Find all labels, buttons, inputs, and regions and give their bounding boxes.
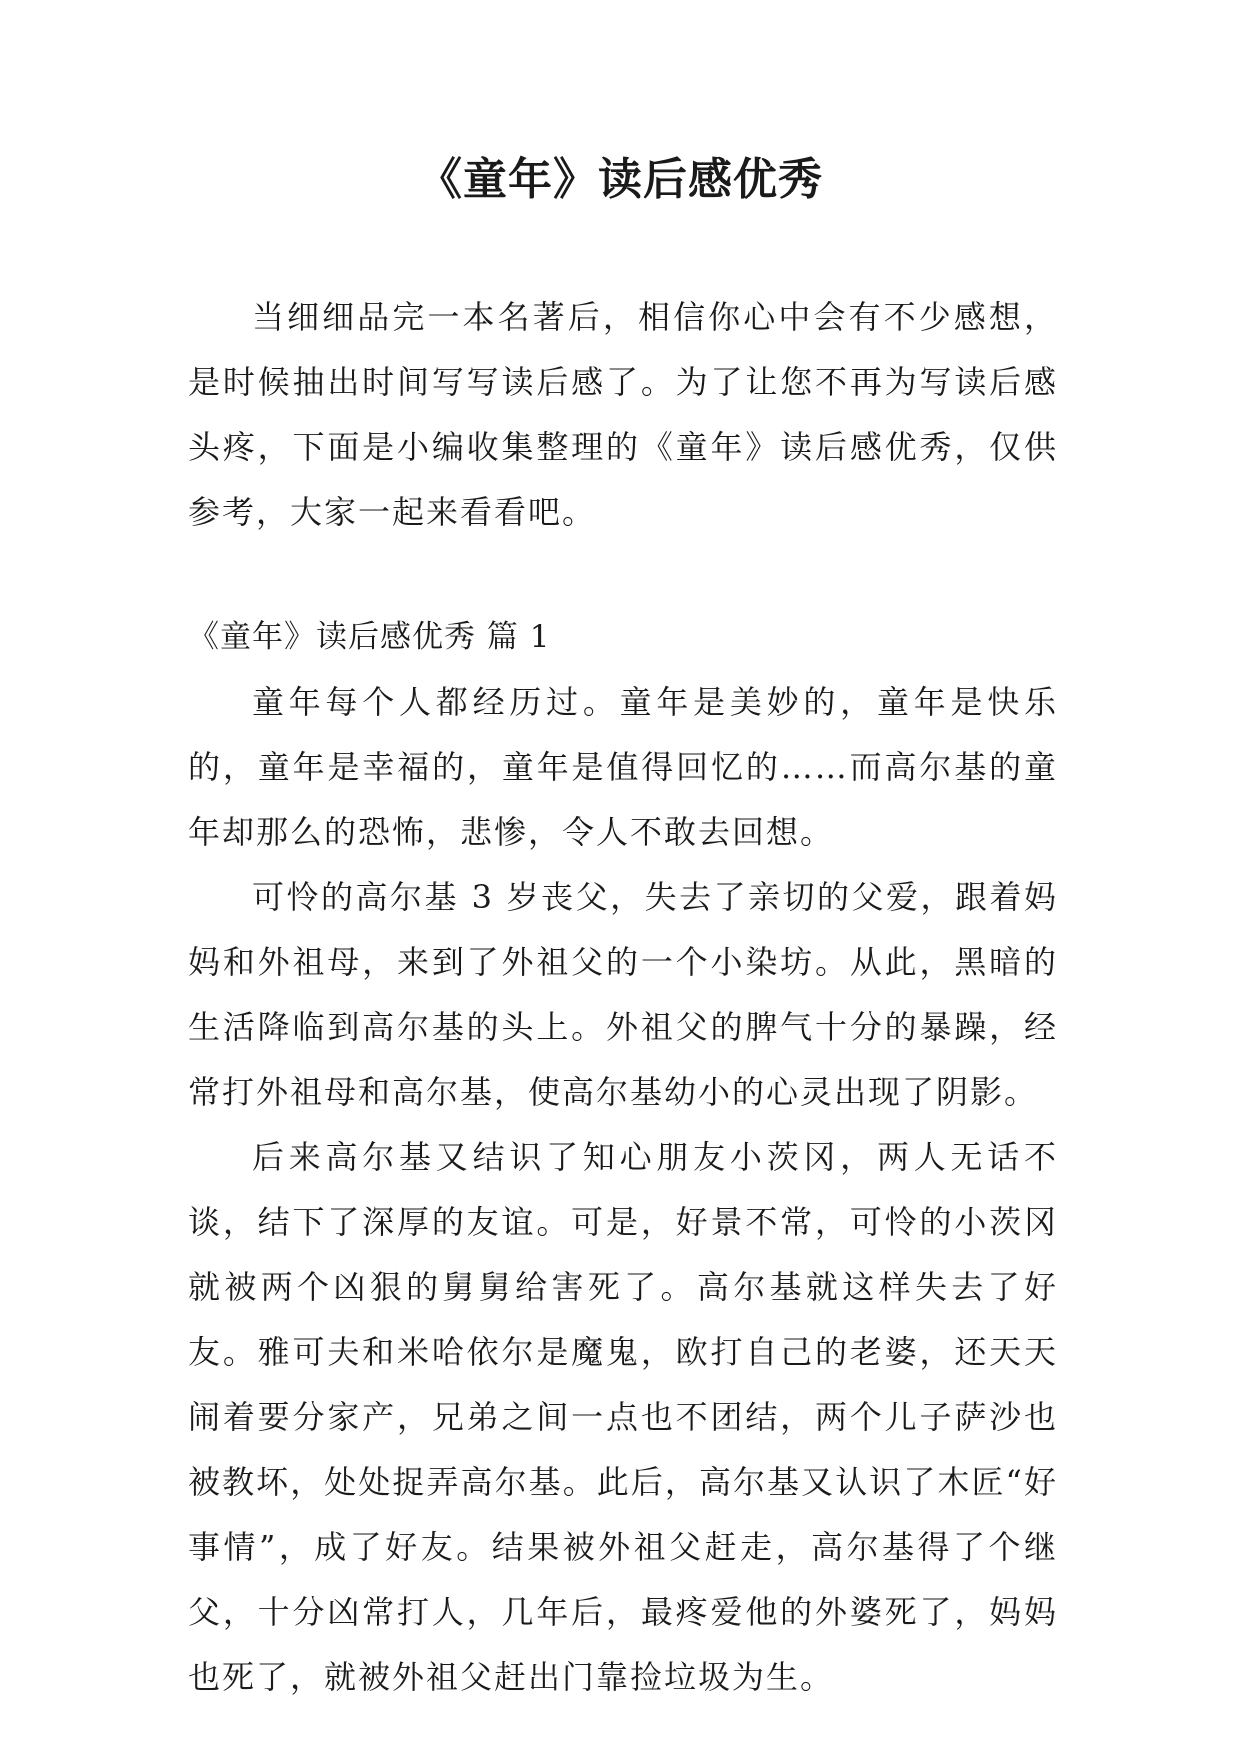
body-paragraph-3: 后来高尔基又结识了知心朋友小茨冈，两人无话不谈，结下了深厚的友谊。可是，好景不常，可怜的小茨冈就被两个凶狠的舅舅给害死了。高尔基就这样失去了好友。雅可夫和米哈依尔是魔鬼，欧打自己的老婆，还天天闹着要分家产，兄弟之间一点也不团结，两个儿子萨沙也被教坏，处处捉弄高尔基。此后，高尔基又认识了木匠“好事情”，成了好友。结果被外祖父赶走，高尔基得了个继父，十分凶常打人，几年后，最疼爱他的外婆死了，妈妈也死了，就被外祖父赶出门靠捡垃圾为生。 bbox=[188, 1138, 1058, 1696]
section-heading: 《童年》读后感优秀 篇 1 bbox=[188, 619, 551, 655]
document-body bbox=[188, 285, 1058, 1710]
body-paragraph-2: 可怜的高尔基 3 岁丧父，失去了亲切的父爱，跟着妈妈和外祖母，来到了外祖父的一个小染坊。从此，黑暗的生活降临到高尔基的头上。外祖父的脾气十分的暴躁，经常打外祖母和高尔基，使高尔基幼小的心灵出现了阴影。 bbox=[188, 878, 1058, 1111]
document-title: 《童年》读后感优秀 bbox=[418, 154, 823, 205]
intro-paragraph: 当细细品完一本名著后，相信你心中会有不少感想，是时候抽出时间写写读后感了。为了让您不再为写读后感头疼，下面是小编收集整理的《童年》读后感优秀，仅供参考，大家一起来看看吧。 bbox=[188, 298, 1058, 531]
body-paragraph-1: 童年每个人都经历过。童年是美妙的，童年是快乐的，童年是幸福的，童年是值得回忆的……而高尔基的童年却那么的恐怖，悲惨，令人不敢去回想。 bbox=[188, 683, 1058, 851]
